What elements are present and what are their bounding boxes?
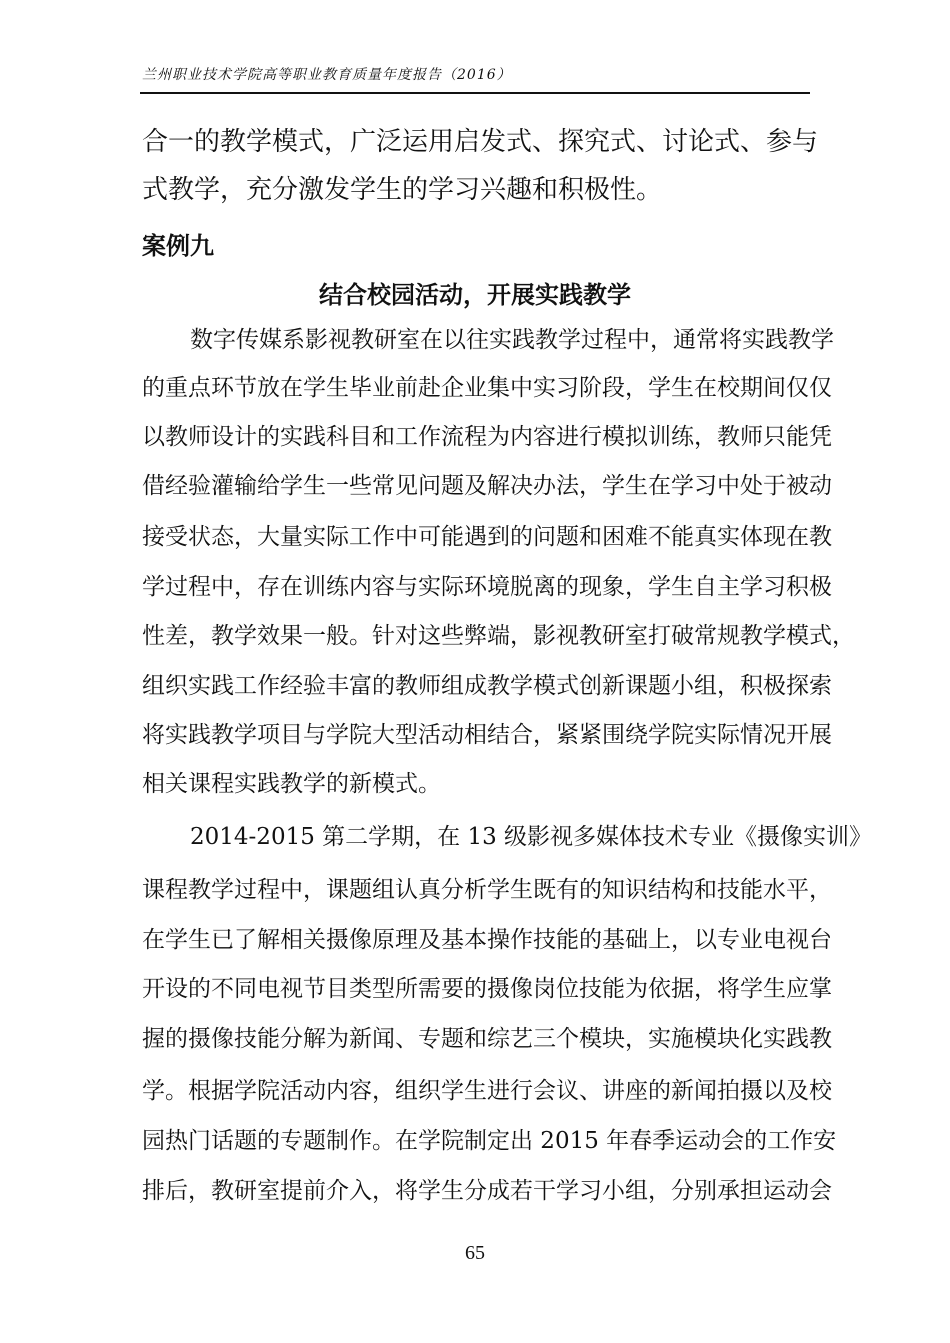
running-header: 兰州职业技术学院高等职业教育质量年度报告（2016）: [142, 67, 512, 83]
paragraph-line: 以教师设计的实践科目和工作流程为内容进行模拟训练，教师只能凭: [142, 424, 832, 450]
paragraph-line: 在学生已了解相关摄像原理及基本操作技能的基础上，以专业电视台: [142, 927, 832, 953]
paragraph-line: 学过程中，存在训练内容与实际环境脱离的现象，学生自主学习积极: [142, 574, 832, 600]
paragraph-line: 2014-2015 第二学期，在 13 级影视多媒体技术专业《摄像实训》: [190, 824, 873, 850]
paragraph-line: 将实践教学项目与学院大型活动相结合，紧紧围绕学院实际情况开展: [142, 722, 832, 748]
paragraph-line: 相关课程实践教学的新模式。: [142, 771, 441, 797]
paragraph-line: 借经验灌输给学生一些常见问题及解决办法，学生在学习中处于被动: [142, 473, 832, 499]
paragraph-line: 开设的不同电视节目类型所需要的摄像岗位技能为依据，将学生应掌: [142, 976, 832, 1002]
intro-line: 合一的教学模式，广泛运用启发式、探究式、讨论式、参与: [142, 127, 819, 157]
paragraph-line: 园热门话题的专题制作。在学院制定出 2015 年春季运动会的工作安: [142, 1128, 837, 1154]
paragraph-line: 排后，教研室提前介入，将学生分成若干学习小组，分别承担运动会: [142, 1178, 832, 1204]
intro-line: 式教学，充分激发学生的学习兴趣和积极性。: [142, 175, 663, 205]
page-number: 65: [465, 1242, 485, 1264]
paragraph-line: 接受状态，大量实际工作中可能遇到的问题和困难不能真实体现在教: [142, 524, 832, 550]
paragraph-line: 学。根据学院活动内容，组织学生进行会议、讲座的新闻拍摄以及校: [142, 1078, 832, 1104]
header-rule: [140, 92, 810, 94]
paragraph-line: 握的摄像技能分解为新闻、专题和综艺三个模块，实施模块化实践教: [142, 1026, 832, 1052]
paragraph-line: 数字传媒系影视教研室在以往实践教学过程中，通常将实践教学: [190, 327, 834, 353]
paragraph-line: 课程教学过程中，课题组认真分析学生既有的知识结构和技能水平，: [142, 877, 832, 903]
paragraph-line: 的重点环节放在学生毕业前赴企业集中实习阶段，学生在校期间仅仅: [142, 375, 832, 401]
case-title: 结合校园活动，开展实践教学: [319, 281, 631, 309]
case-label: 案例九: [142, 232, 214, 260]
paragraph-line: 组织实践工作经验丰富的教师组成教学模式创新课题小组，积极探索: [142, 673, 832, 699]
paragraph-line: 性差，教学效果一般。针对这些弊端，影视教研室打破常规教学模式，: [142, 623, 855, 649]
